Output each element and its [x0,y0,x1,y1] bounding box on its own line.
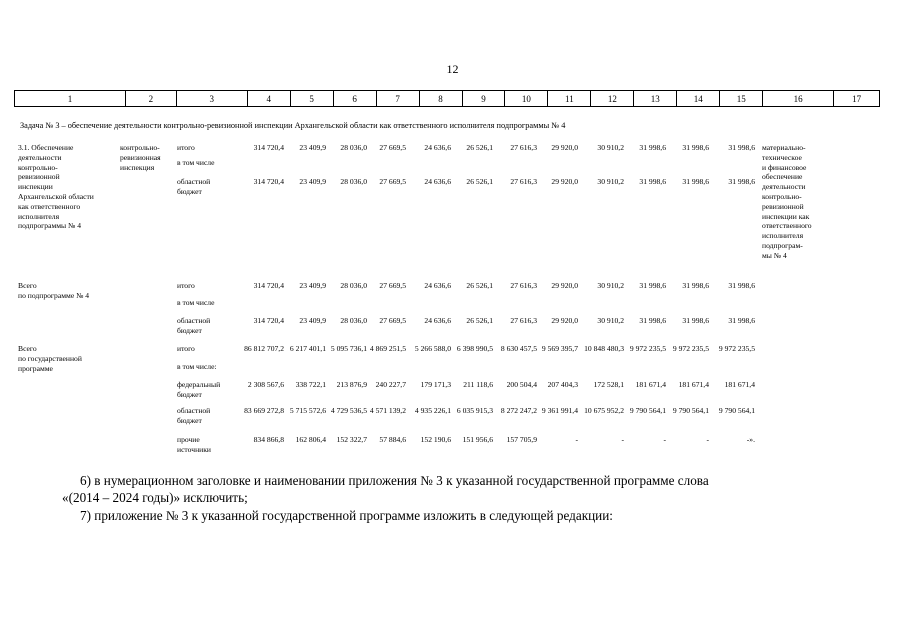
program-total-value-cell: 200 504,4 [506,380,537,389]
subprogram-total-value-cell: 31 998,6 [728,281,755,290]
task3-row-value-cell: 30 910,2 [597,177,624,186]
subprogram-total-value-cell: 31 998,6 [682,316,709,325]
program-total-name-line: программе [18,363,53,373]
program-total-value-cell: -». [746,435,755,444]
program-total-value-cell: 10 675 952,2 [584,406,624,415]
subprogram-total-value-cell: 24 636,6 [424,281,451,290]
program-total-value-cell: 9 790 564,1 [629,406,666,415]
column-number-17: 17 [852,93,862,104]
task3-row-row-label: итого [177,143,195,152]
task3-row-value-cell: 31 998,6 [682,143,709,152]
program-total-value-cell: 8 272 247,2 [500,406,537,415]
task3-row-name-line: исполнителя [18,211,60,221]
task3-row-value-cell: 26 526,1 [466,177,493,186]
program-total-value-cell: 83 669 272,8 [244,406,284,415]
program-total-value-cell: 4 869 251,5 [369,344,406,353]
paragraph-6-line-2: «(2014 – 2024 годы)» исключить; [62,490,248,505]
task3-row-result-line: и финансовое [762,162,807,172]
program-total-value-cell: - [663,435,666,444]
column-number-9: 9 [463,91,506,106]
task3-row-result-line: мы № 4 [762,250,787,260]
subprogram-total-value-cell: 314 720,4 [253,281,284,290]
subprogram-total-value-cell: 27 616,3 [510,281,537,290]
subprogram-total-value-cell: 31 998,6 [639,316,666,325]
program-total-row-label: бюджет [177,415,202,425]
task3-row-executor-line: ревизионная [120,152,161,162]
task3-row-value-cell: 28 036,0 [340,177,367,186]
program-total-row-label: итого [177,344,195,353]
subprogram-total-row-label: областной [177,316,211,325]
subprogram-total-value-cell: 26 526,1 [466,316,493,325]
program-total-name-line: по государственной [18,353,82,363]
subprogram-total-value-cell: 30 910,2 [597,281,624,290]
task3-row-name-line: 3.1. Обеспечение [18,143,74,152]
program-total-value-cell: 152 190,6 [420,435,451,444]
program-total-value-cell: 8 630 457,5 [500,344,537,353]
program-total-value-cell: 240 227,7 [375,380,406,389]
task3-row-value-cell: 29 920,0 [551,143,578,152]
task3-row-name-line: контрольно- [18,162,58,172]
task3-row-executor-line: контрольно- [120,143,160,152]
subprogram-total-value-cell: 27 616,3 [510,316,537,325]
subprogram-total-value-cell: 28 036,0 [340,281,367,290]
task3-row-result-line: исполнителя [762,231,804,241]
task3-row-value-cell: 31 998,6 [728,143,755,152]
program-total-row-label: областной [177,406,211,415]
program-total-value-cell: 86 812 707,2 [244,344,284,353]
task3-row-value-cell: 24 636,6 [424,177,451,186]
subprogram-total-value-cell: 23 409,9 [299,281,326,290]
program-total-value-cell: 172 528,1 [593,380,624,389]
program-total-value-cell: 9 972 235,5 [718,344,755,353]
program-total-value-cell: 181 671,4 [678,380,709,389]
program-total-value-cell: 9 569 395,7 [541,344,578,353]
task3-row-row-label: бюджет [177,186,202,196]
program-total-name-line: Всего [18,344,37,353]
program-total-value-cell: - [706,435,709,444]
task3-row-value-cell: 314 720,4 [253,143,284,152]
column-number-3: 3 [177,91,248,106]
program-total-row-label: источники [177,444,211,454]
subprogram-total-value-cell: 30 910,2 [597,316,624,325]
page-number: 12 [446,62,459,76]
program-total-value-cell: 834 866,8 [253,435,284,444]
subprogram-total-value-cell: 29 920,0 [551,316,578,325]
program-total-value-cell: 151 956,6 [462,435,493,444]
program-total-value-cell: 4 571 139,2 [369,406,406,415]
subprogram-total-value-cell: 23 409,9 [299,316,326,325]
program-total-value-cell: 4 935 226,1 [414,406,451,415]
subprogram-total-row-label: бюджет [177,325,202,335]
subprogram-total-value-cell: 31 998,6 [728,316,755,325]
subprogram-total-name-line: по подпрограмме № 4 [18,290,90,300]
task3-row-value-cell: 23 409,9 [299,143,326,152]
task3-row-result-line: материально- [762,143,806,152]
program-total-value-cell: 57 884,6 [379,435,406,444]
task3-row-value-cell: 23 409,9 [299,177,326,186]
task3-row-result-line: контрольно- [762,192,802,201]
task3-row-executor-line: инспекция [120,162,155,172]
task3-row-value-cell: 31 998,6 [639,143,666,152]
subprogram-total-row-label: итого [177,281,195,290]
column-number-11: 11 [548,91,591,106]
program-total-value-cell: - [621,435,624,444]
task3-row-value-cell: 30 910,2 [597,143,624,152]
program-total-value-cell: 10 848 480,3 [584,344,624,353]
program-total-value-cell: 338 722,1 [295,380,326,389]
task3-row-name-line: подпрограммы № 4 [18,221,81,231]
column-number-1: 1 [15,91,126,106]
task3-row-value-cell: 31 998,6 [639,177,666,186]
column-number-6: 6 [334,91,377,106]
task3-row-value-cell: 29 920,0 [551,177,578,186]
task3-row-result-line: подпрограм- [762,241,803,250]
task3-row-name-line: Архангельской области [18,192,94,201]
task3-row-result-line: техническое [762,152,802,162]
program-total-row-label: в том числе: [177,362,217,371]
task3-row-result-line: ревизионной [762,201,804,211]
column-number-12: 12 [591,91,634,106]
subprogram-total-row-label: в том числе [177,298,215,307]
program-total-row-label: прочие [177,435,200,444]
program-total-row-label: бюджет [177,389,202,399]
task3-row-value-cell: 31 998,6 [682,177,709,186]
program-total-row-label: федеральный [177,380,221,389]
task3-row-value-cell: 24 636,6 [424,143,451,152]
paragraph-6-line-1: 6) в нумерационном заголовке и наименовании приложения № 3 к указанной государственной программе слова [80,473,709,488]
program-total-value-cell: 213 876,9 [336,380,367,389]
program-total-value-cell: 9 790 564,1 [718,406,755,415]
subprogram-total-value-cell: 31 998,6 [639,281,666,290]
column-number-14: 14 [677,91,720,106]
subprogram-total-value-cell: 28 036,0 [340,316,367,325]
program-total-value-cell: 5 095 736,1 [330,344,367,353]
program-total-value-cell: 152 322,7 [336,435,367,444]
task3-row-value-cell: 26 526,1 [466,143,493,152]
paragraph-7: 7) приложение № 3 к указанной государственной программе изложить в следующей редакции: [80,508,613,523]
program-total-value-cell: 9 972 235,5 [672,344,709,353]
program-total-value-cell: 181 671,4 [724,380,755,389]
program-total-value-cell: 6 217 401,1 [289,344,326,353]
subprogram-total-value-cell: 26 526,1 [466,281,493,290]
subprogram-total-value-cell: 314 720,4 [253,316,284,325]
subprogram-total-value-cell: 27 669,5 [379,281,406,290]
task3-row-value-cell: 314 720,4 [253,177,284,186]
column-number-7: 7 [377,91,420,106]
program-total-value-cell: 211 118,6 [463,380,493,389]
program-total-value-cell: 5 715 572,6 [289,406,326,415]
task3-row-name-line: как ответственного [18,201,81,211]
task3-row-name-line: ревизионной [18,172,60,182]
subprogram-total-value-cell: 27 669,5 [379,316,406,325]
program-total-value-cell: 181 671,4 [635,380,666,389]
column-number-4: 4 [248,91,291,106]
program-total-value-cell: 2 308 567,6 [247,380,284,389]
program-total-value-cell: 4 729 536,5 [330,406,367,415]
task3-row-value-cell: 27 616,3 [510,177,537,186]
column-number-15: 15 [720,91,763,106]
column-number-16: 16 [763,91,834,106]
task3-row-value-cell: 27 616,3 [510,143,537,152]
program-total-value-cell: 162 806,4 [295,435,326,444]
task3-row-value-cell: 28 036,0 [340,143,367,152]
program-total-value-cell: 6 398 990,5 [456,344,493,353]
column-number-10: 10 [505,91,548,106]
task3-row-value-cell: 27 669,5 [379,143,406,152]
subprogram-total-value-cell: 31 998,6 [682,281,709,290]
task3-row-result-line: инспекции как [762,211,810,221]
program-total-value-cell: 6 035 915,3 [456,406,493,415]
column-number-2: 2 [126,91,177,106]
task3-row-row-label: областной [177,177,211,186]
task3-row-result-line: деятельности [762,182,806,192]
column-number-13: 13 [634,91,677,106]
column-numbers-header [14,90,880,107]
task3-row-value-cell: 31 998,6 [728,177,755,186]
column-number-8: 8 [420,91,463,106]
task3-row-value-cell: 27 669,5 [379,177,406,186]
program-total-value-cell: 5 266 588,0 [414,344,451,353]
subprogram-total-name-line: Всего [18,281,37,290]
program-total-value-cell: - [575,435,578,444]
program-total-value-cell: 9 972 235,5 [629,344,666,353]
program-total-value-cell: 9 361 991,4 [541,406,578,415]
program-total-value-cell: 9 790 564,1 [672,406,709,415]
program-total-value-cell: 207 404,3 [547,380,578,389]
column-number-5: 5 [291,91,334,106]
task3-row-result-line: обеспечение [762,172,803,182]
task-title: Задача № 3 – обеспечение деятельности контрольно-ревизионной инспекции Архангельской области как ответственного исполнителя подпрограммы № 4 [20,121,566,130]
task3-row-name-line: инспекции [18,182,53,192]
program-total-value-cell: 157 705,9 [506,435,537,444]
program-total-value-cell: 179 171,3 [420,380,451,389]
task3-row-row-label: в том числе [177,158,215,167]
subprogram-total-value-cell: 24 636,6 [424,316,451,325]
task3-row-name-line: деятельности [18,152,62,162]
subprogram-total-value-cell: 29 920,0 [551,281,578,290]
task3-row-result-line: ответственного [762,221,812,231]
